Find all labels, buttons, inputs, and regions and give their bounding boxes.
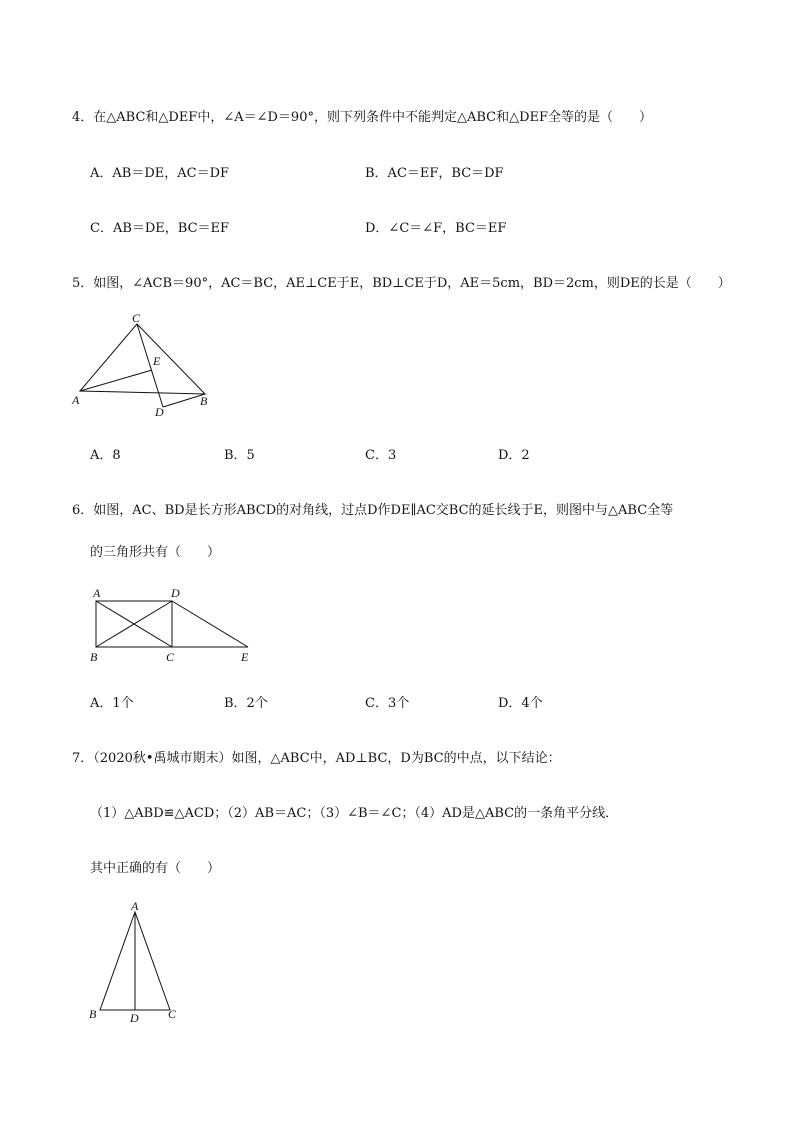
q5-option-d: D．2 (498, 448, 530, 463)
q5-figure (68, 312, 228, 422)
q6-label-e: E (241, 650, 249, 664)
q7-label-d: D (130, 1011, 139, 1025)
q6-label-a: A (93, 586, 101, 600)
q5-option-c: C．3 (365, 448, 397, 463)
q7-label-a: A (131, 899, 139, 913)
q7-question: 其中正确的有（ ） (90, 861, 221, 876)
q6-option-c: C．3个 (365, 696, 410, 711)
q4-option-c: C．AB＝DE，BC＝EF (90, 221, 230, 236)
q5-label-c: C (132, 311, 141, 325)
q6-option-b: B．2个 (224, 696, 268, 711)
q4-option-d: D．∠C＝∠F，BC＝EF (365, 221, 507, 236)
q7-label-b: B (89, 1007, 97, 1021)
q5-label-a: A (72, 393, 80, 407)
q6-figure (86, 584, 276, 664)
q5-triangle-acb (80, 324, 205, 394)
q6-label-d: D (171, 586, 180, 600)
q5-option-a: A．8 (90, 448, 121, 463)
q6-stem-line2: 的三角形共有（ ） (90, 545, 221, 560)
q4-option-a: A．AB＝DE，AC＝DF (90, 166, 230, 181)
q6-segment-de (172, 601, 248, 647)
q7-conclusions: （1）△ABD≌△ACD；（2）AB＝AC；（3）∠B＝∠C；（4）AD是△ABC的一条角平分线． (90, 806, 619, 821)
q6-label-b: B (90, 650, 98, 664)
q6-option-a: A．1个 (90, 696, 134, 711)
q5-label-d: D (155, 405, 164, 419)
q7-stem: 7．（2020秋•禹城市期末）如图，△ABC中，AD⊥BC，D为BC的中点，以下结论： (72, 751, 561, 766)
q5-option-b: B．5 (224, 448, 255, 463)
q6-option-d: D．4个 (498, 696, 543, 711)
q7-figure (86, 900, 186, 1030)
q5-label-b: B (200, 394, 208, 408)
q7-label-c: C (168, 1007, 177, 1021)
q5-label-e: E (153, 354, 161, 368)
q4-option-b: B．AC＝EF，BC＝DF (365, 166, 504, 181)
q6-label-c: C (166, 650, 175, 664)
q6-stem-line1: 6．如图，AC、BD是长方形ABCD的对角线，过点D作DE∥AC交BC的延长线于E，则图中与△ABC全等 (72, 503, 674, 518)
q5-stem: 5．如图，∠ACB＝90°，AC＝BC，AE⊥CE于E，BD⊥CE于D，AE＝5cm，BD＝2cm，则DE的长是（ ） (72, 276, 731, 291)
q5-segment-bd (163, 394, 205, 407)
q5-segment-ae (80, 370, 152, 391)
q4-stem: 4．在△ABC和△DEF中，∠A＝∠D＝90°，则下列条件中不能判定△ABC和△DEF全等的是（ ） (72, 110, 653, 125)
